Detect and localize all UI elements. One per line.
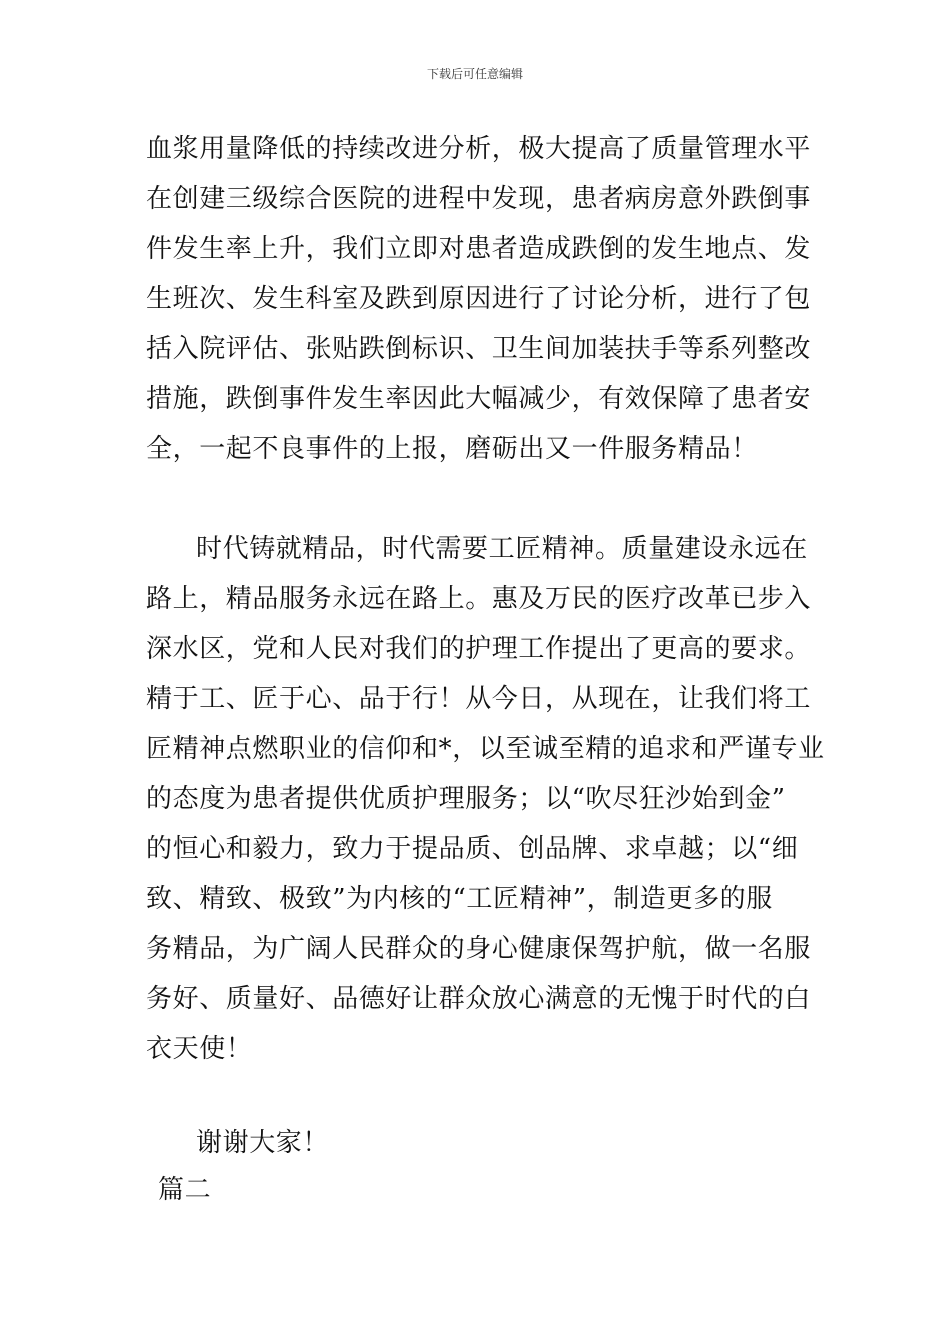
text-line: 的恒心和毅力，致力于提品质、创品牌、求卓越；以“细 xyxy=(146,834,799,864)
text-line: 血浆用量降低的持续改进分析，极大提高了质量管理水平 xyxy=(146,134,812,164)
text-line: 致、精致、极致”为内核的“工匠精神”，制造更多的服 xyxy=(146,884,773,914)
text-line: 深水区，党和人民对我们的护理工作提出了更高的要求。 xyxy=(146,634,812,664)
text-line: 生班次、发生科室及跌到原因进行了讨论分析，进行了包 xyxy=(146,284,812,314)
text-line: 括入院评估、张贴跌倒标识、卫生间加装扶手等系列整改 xyxy=(146,334,812,364)
text-line: 的态度为患者提供优质护理服务；以“吹尽狂沙始到金” xyxy=(146,784,786,814)
text-line: 全，一起不良事件的上报，磨砺出又一件服务精品！ xyxy=(146,434,758,464)
text-line: 务好、质量好、品德好让群众放心满意的无愧于时代的白 xyxy=(146,984,812,1014)
text-line: 在创建三级综合医院的进程中发现，患者病房意外跌倒事 xyxy=(146,184,812,214)
text-line: 时代铸就精品，时代需要工匠精神。质量建设永远在 xyxy=(196,534,808,564)
section-heading: 篇二 xyxy=(158,1175,212,1205)
closing-line: 谢谢大家！ xyxy=(196,1128,330,1158)
text-line: 务精品，为广阔人民群众的身心健康保驾护航，做一名服 xyxy=(146,934,812,964)
text-line: 措施，跌倒事件发生率因此大幅减少，有效保障了患者安 xyxy=(146,384,812,414)
text-line: 件发生率上升，我们立即对患者造成跌倒的发生地点、发 xyxy=(146,234,812,264)
text-line: 精于工、匠于心、品于行！从今日，从现在，让我们将工 xyxy=(146,684,812,714)
text-line: 衣天使！ xyxy=(146,1034,253,1064)
text-line: 路上，精品服务永远在路上。惠及万民的医疗改革已步入 xyxy=(146,584,812,614)
text-line: 匠精神点燃职业的信仰和*，以至诚至精的追求和严谨专业 xyxy=(146,734,825,764)
page-header: 下载后可任意编辑 xyxy=(426,67,523,81)
